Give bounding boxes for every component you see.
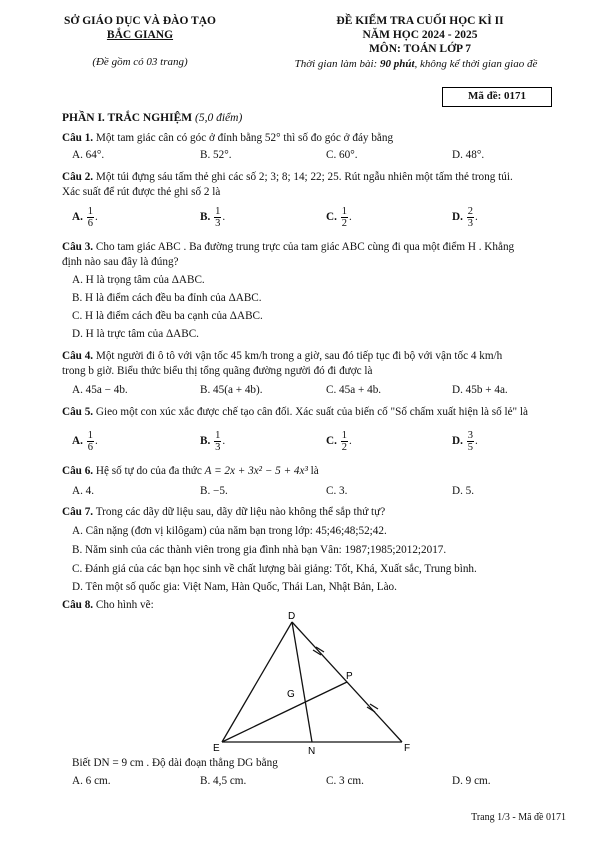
q5-option-a: A. $\frac{1}{6}$ . bbox=[72, 430, 98, 453]
q7-option-c: C. Đánh giá của các bạn học sinh về chất lượng bài giảng: Tốt, Khá, Xuất sắc, Trung bình. bbox=[72, 563, 477, 575]
q6-option-d: D. 5. bbox=[452, 485, 475, 497]
q6-option-c: C. 3. bbox=[326, 485, 348, 497]
q2-option-c: C. $\frac{1}{2}$ . bbox=[326, 206, 352, 229]
page-count-note: (Đề gồm có 03 trang) bbox=[92, 56, 188, 68]
question-4: Câu 4. Một người đi ô tô với vận tốc 45 km/h trong a giờ, sau đó tiếp tục đi bộ với vận tốc 4 km/h trong b giờ. Biểu thức biểu thị tổng quãng đường người đó đi được là bbox=[62, 350, 503, 377]
q6-option-a: A. 4. bbox=[72, 485, 95, 497]
fraction: $\frac{2}{3}$ bbox=[467, 206, 473, 229]
question-3: Câu 3. Cho tam giác ABC . Ba đường trung trực của tam giác ABC cùng đi qua một điểm H . Khẳng định nào sau đây là đúng? bbox=[62, 241, 515, 268]
question-6: Câu 6. Hệ số tự do của đa thức A = 2x + 3x² − 5 + 4x³ là bbox=[62, 465, 319, 477]
fraction: $\frac{3}{5}$ bbox=[467, 430, 473, 453]
fraction: $\frac{1}{3}$ bbox=[215, 430, 221, 453]
question-5: Câu 5. Gieo một con xúc xắc được chế tạo cân đối. Xác suất của biến cố "Số chấm xuất hiện là số lẻ" là bbox=[62, 406, 528, 418]
q2-option-d: D. $\frac{2}{3}$ . bbox=[452, 206, 478, 229]
q8-option-d: D. 9 cm. bbox=[452, 775, 491, 787]
question-8: Câu 8. Cho hình vẽ: bbox=[62, 599, 154, 611]
q7-option-a: A. Cân nặng (đơn vị kilôgam) của năm bạn trong lớp: 45;46;48;52;42. bbox=[72, 525, 387, 537]
fraction: $\frac{1}{3}$ bbox=[215, 206, 221, 229]
median-ep bbox=[222, 682, 347, 742]
q4-option-a: A. 45a − 4b. bbox=[72, 384, 128, 396]
segment-de bbox=[222, 622, 292, 742]
point-label-n: N bbox=[308, 746, 316, 757]
q3-option-d: D. H là trực tâm của ΔABC. bbox=[72, 328, 199, 340]
q1-option-d: D. 48°. bbox=[452, 149, 485, 161]
question-8-condition: Biết DN = 9 cm . Độ dài đoạn thẳng DG bằng bbox=[72, 757, 278, 769]
q2-option-a: A. $\frac{1}{6}$ . bbox=[72, 206, 98, 229]
q1-option-c: C. 60°. bbox=[326, 149, 358, 161]
section-title: PHẦN I. TRẮC NGHIỆM (5,0 điểm) bbox=[62, 112, 243, 124]
q1-option-b: B. 52°. bbox=[200, 149, 232, 161]
province-name: BẮC GIANG bbox=[106, 29, 174, 41]
point-label-e: E bbox=[213, 743, 220, 754]
q5-option-d: D. $\frac{3}{5}$ . bbox=[452, 430, 478, 453]
school-year: NĂM HỌC 2024 - 2025 bbox=[362, 29, 478, 41]
exam-title: ĐỀ KIỂM TRA CUỐI HỌC KÌ II bbox=[336, 15, 504, 27]
q4-option-c: C. 45a + 4b. bbox=[326, 384, 382, 396]
q3-option-a: A. H là trọng tâm của ΔABC. bbox=[72, 274, 205, 286]
time-allowed: Thời gian làm bài: 90 phút, không kể thời gian giao đề bbox=[294, 58, 538, 70]
page-footer: Trang 1/3 - Mã đề 0171 bbox=[471, 812, 566, 823]
q5-option-c: C. $\frac{1}{2}$ . bbox=[326, 430, 352, 453]
q8-option-a: A. 6 cm. bbox=[72, 775, 111, 787]
point-label-p: P bbox=[346, 671, 353, 682]
question-1: Câu 1. Một tam giác cân có góc ở đỉnh bằng 52° thì số đo góc ở đáy bằng bbox=[62, 132, 394, 144]
q3-option-b: B. H là điểm cách đều ba đỉnh của ΔABC. bbox=[72, 292, 262, 304]
q4-option-b: B. 45(a + 4b). bbox=[200, 384, 263, 396]
q8-option-b: B. 4,5 cm. bbox=[200, 775, 247, 787]
subject: MÔN: TOÁN LỚP 7 bbox=[368, 43, 472, 55]
q8-option-c: C. 3 cm. bbox=[326, 775, 364, 787]
fraction: $\frac{1}{6}$ bbox=[87, 206, 93, 229]
q2-option-b: B. $\frac{1}{3}$ . bbox=[200, 206, 226, 229]
polynomial: A = 2x + 3x² − 5 + 4x³ bbox=[204, 465, 308, 477]
q3-option-c: C. H là điểm cách đều ba cạnh của ΔABC. bbox=[72, 310, 263, 322]
q7-option-d: D. Tên một số quốc gia: Việt Nam, Hàn Quốc, Thái Lan, Nhật Bản, Lào. bbox=[72, 581, 397, 593]
q4-option-d: D. 45b + 4a. bbox=[452, 384, 508, 396]
question-2: Câu 2. Một túi đựng sáu tấm thẻ ghi các số 2; 3; 8; 14; 22; 25. Rút ngẫu nhiên một tấm thẻ trong túi. Xác suất để rút được thẻ ghi số 2 là bbox=[62, 171, 513, 198]
fraction: $\frac{1}{6}$ bbox=[87, 430, 93, 453]
fraction: $\frac{1}{2}$ bbox=[341, 206, 347, 229]
q1-option-a: A. 64°. bbox=[72, 149, 105, 161]
q5-option-b: B. $\frac{1}{3}$ . bbox=[200, 430, 226, 453]
point-label-d: D bbox=[288, 611, 296, 622]
exam-code-box: Mã đề: 0171 bbox=[442, 87, 552, 107]
point-label-f: F bbox=[404, 743, 411, 754]
q6-option-b: B. −5. bbox=[200, 485, 228, 497]
fraction: $\frac{1}{2}$ bbox=[341, 430, 347, 453]
q7-option-b: B. Năm sinh của các thành viên trong gia đình nhà bạn Vân: 1987;1985;2012;2017. bbox=[72, 544, 447, 556]
department-name: SỞ GIÁO DỤC VÀ ĐÀO TẠO bbox=[64, 15, 216, 27]
question-7: Câu 7. Trong các dãy dữ liệu sau, dãy dữ liệu nào không thể sắp thứ tự? bbox=[62, 506, 386, 518]
point-label-g: G bbox=[287, 689, 295, 700]
